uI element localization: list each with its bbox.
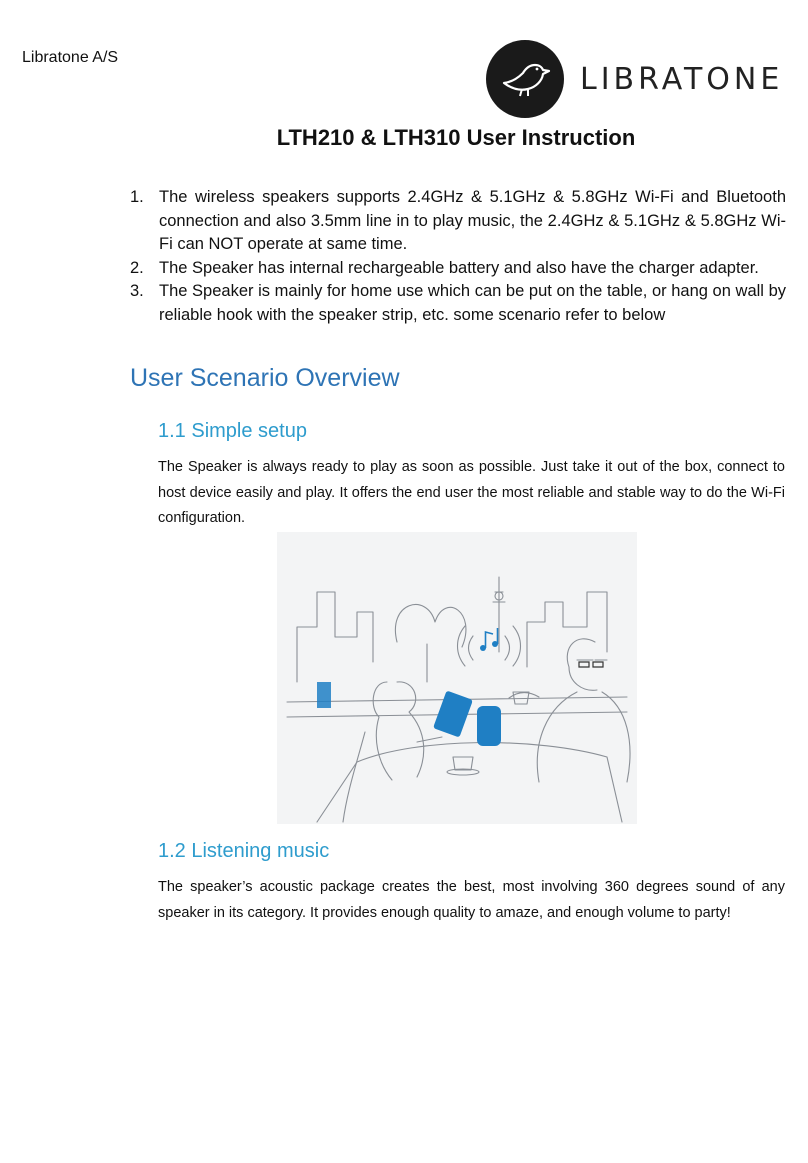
- list-item: [130, 186, 786, 257]
- speaker-icon: [477, 706, 501, 746]
- simple-setup-paragraph: The Speaker is always ready to play as soon as possible. Just take it out of the box, connect to host device easily and play. It offers the end user the most reliable and stable way to do the Wi-Fi configuration.: [158, 459, 785, 526]
- logo-text: LIBRATONE: [580, 61, 784, 97]
- subsection-heading-listening-music: 1.2 Listening music: [158, 840, 330, 862]
- list-item: [130, 280, 786, 327]
- music-note-icon: [480, 628, 498, 651]
- listening-music-paragraph: The speaker’s acoustic package creates the best, most involving 360 degrees sound of any speaker in its category. It provides enough quality to amaze, and enough volume to party!: [158, 879, 785, 921]
- subsection-heading-simple-setup: 1.1 Simple setup: [158, 420, 307, 442]
- list-item-number: 1.: [130, 188, 144, 206]
- list-item-text: The wireless speakers supports 2.4GHz & 5.1GHz & 5.8GHz Wi-Fi and Bluetooth connection and also 3.5mm line in to play music, the 2.4GHz & 5.1GHz & 5.8GHz Wi-Fi can NOT operate at same time.: [159, 188, 786, 253]
- document-title: LTH210 & LTH310 User Instruction: [276, 125, 636, 150]
- bird-icon: [486, 40, 564, 118]
- list-item-text: The Speaker is mainly for home use which can be put on the table, or hang on wall by reliable hook with the speaker strip, etc. some scenario refer to below: [159, 282, 786, 324]
- list-item: [130, 257, 786, 281]
- list-item-text: The Speaker has internal rechargeable battery and also have the charger adapter.: [159, 258, 759, 277]
- intro-list: [130, 186, 786, 327]
- company-name: Libratone A/S: [22, 49, 119, 66]
- libratone-logo: [486, 40, 783, 118]
- section-heading: User Scenario Overview: [130, 364, 400, 392]
- list-item-number: 3.: [130, 282, 144, 300]
- list-item-number: 2.: [130, 258, 144, 277]
- tablet-icon: [433, 690, 473, 737]
- scenario-illustration: [277, 532, 637, 824]
